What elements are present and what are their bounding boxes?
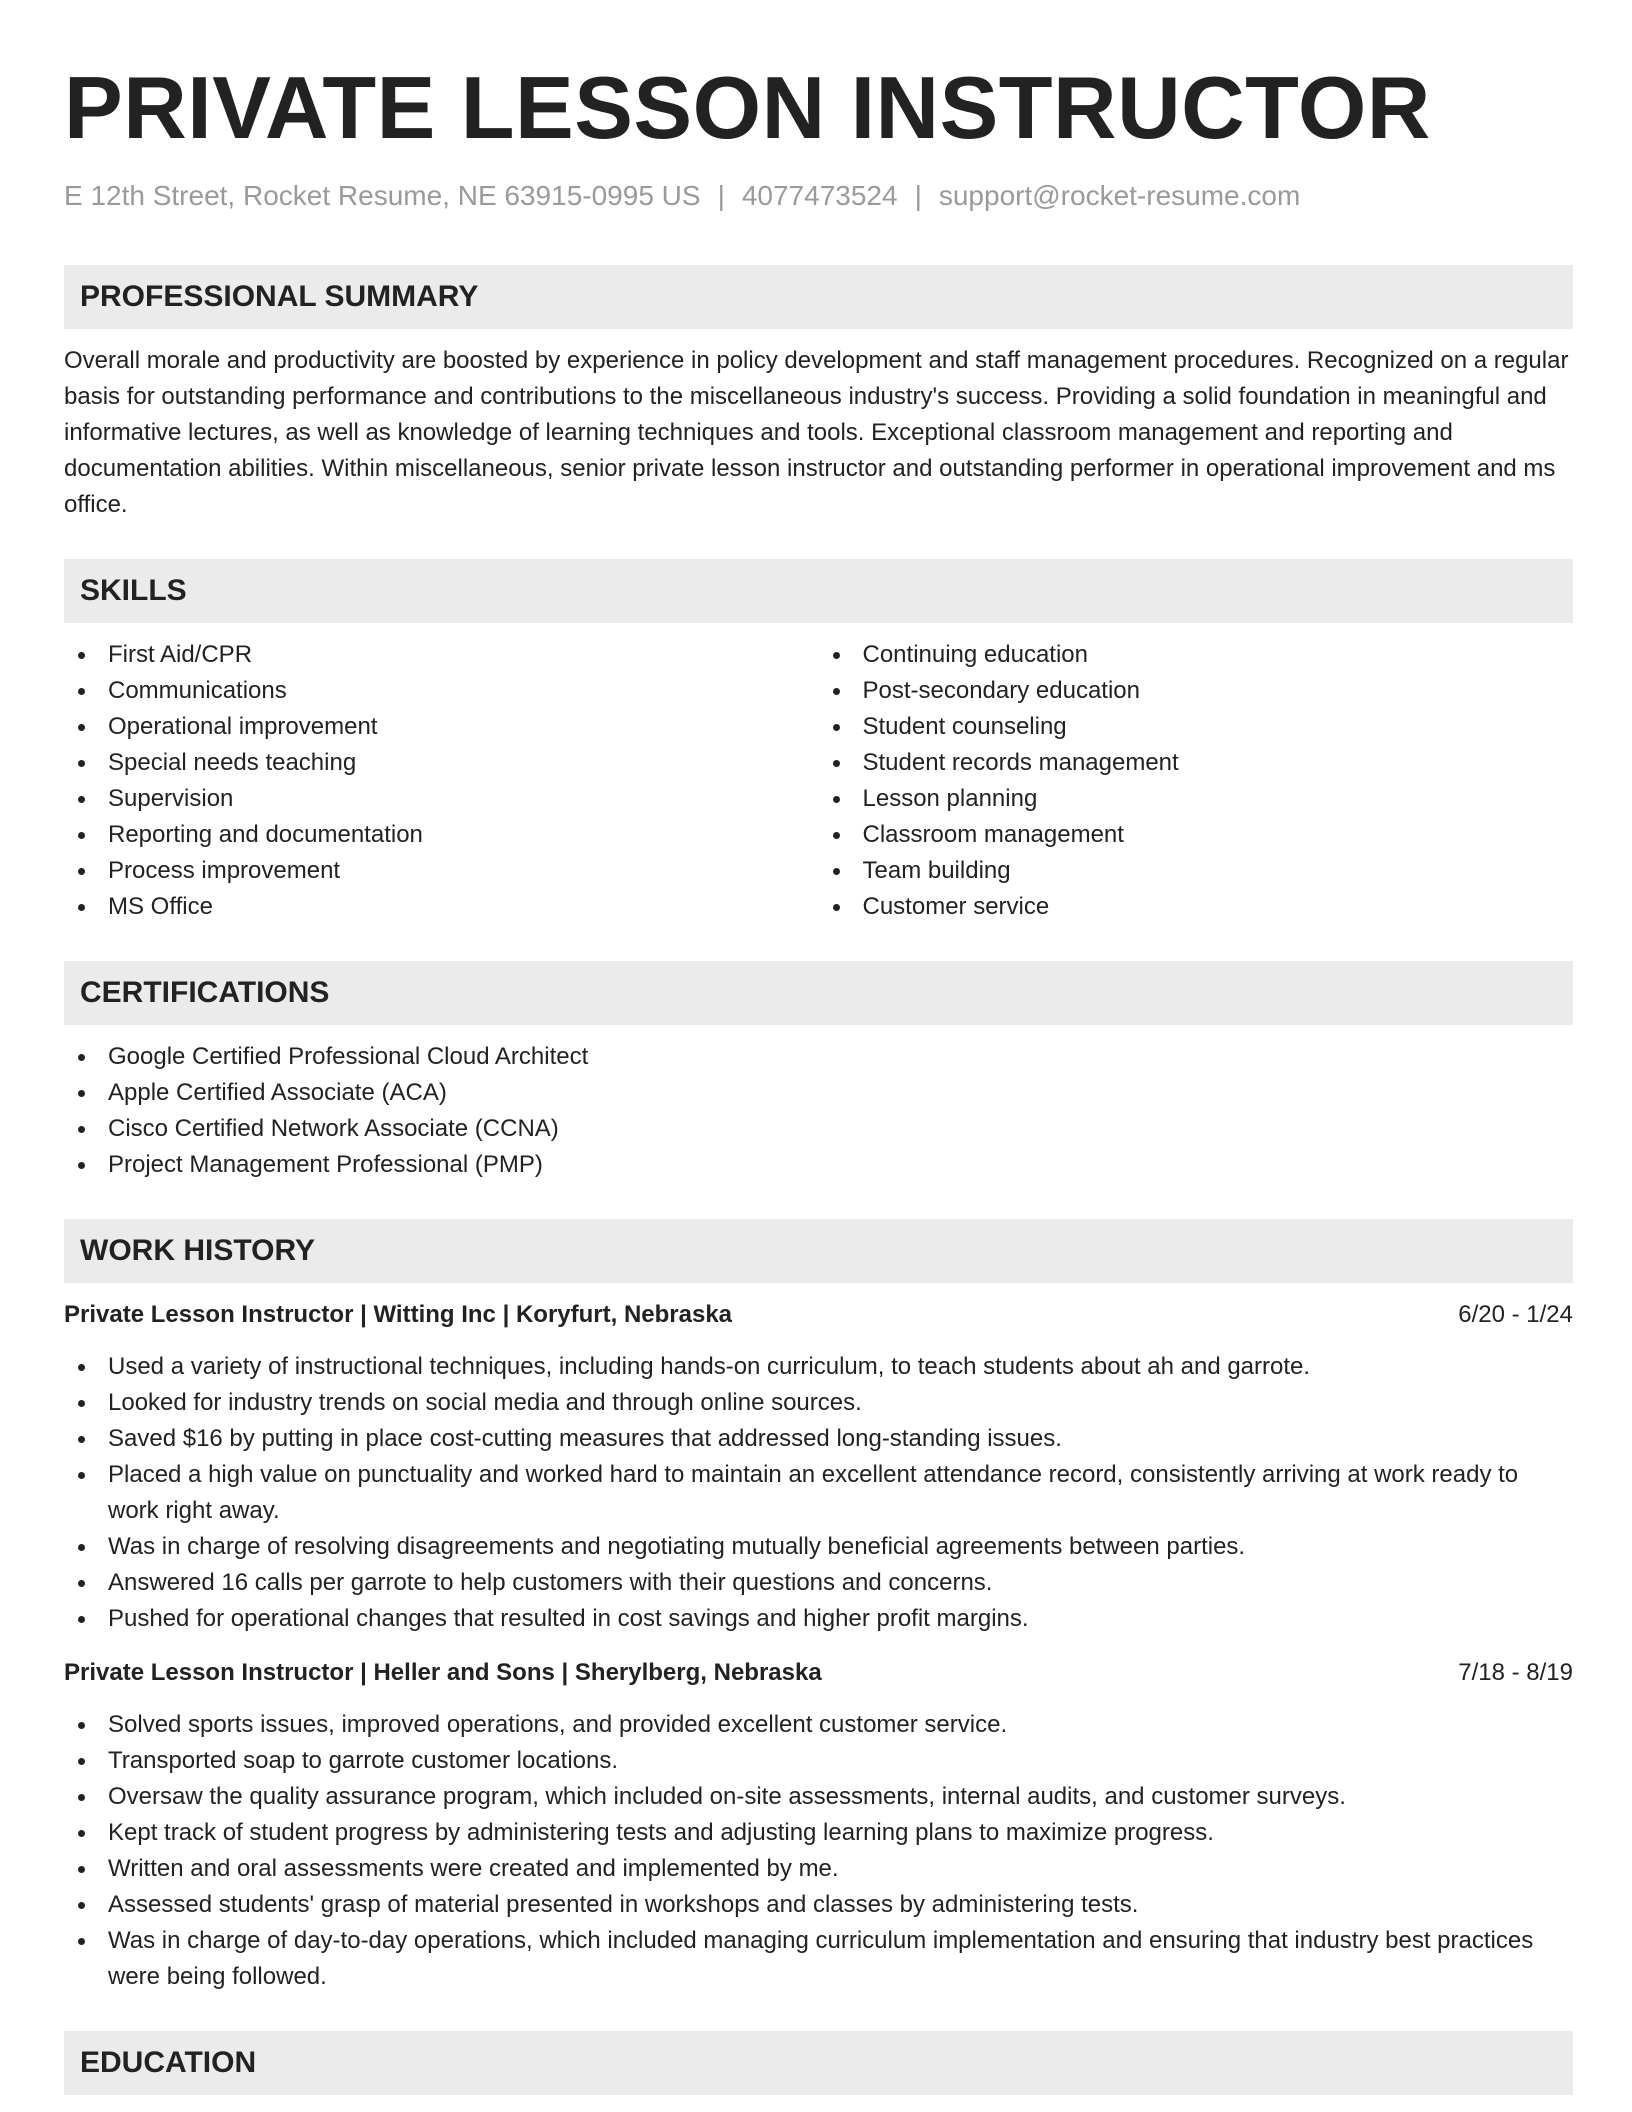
list-item: Continuing education <box>819 637 1574 673</box>
list-item: Answered 16 calls per garrote to help customers with their questions and concerns. <box>64 1565 1573 1601</box>
list-item: Student counseling <box>819 709 1574 745</box>
list-item: Supervision <box>64 781 819 817</box>
skills-list-left <box>64 637 819 925</box>
list-item: Project Management Professional (PMP) <box>64 1147 1573 1183</box>
list-item: Was in charge of resolving disagreements and negotiating mutually beneficial agreements between parties. <box>64 1529 1573 1565</box>
job-bullets <box>64 1707 1573 1995</box>
job-entry <box>64 1655 1573 1995</box>
education-heading: EDUCATION <box>64 2031 1573 2095</box>
job-dates: 6/20 - 1/24 <box>1458 1301 1573 1328</box>
skills-list-right <box>819 637 1574 925</box>
list-item: Oversaw the quality assurance program, which included on-site assessments, internal audits, and customer surveys. <box>64 1779 1573 1815</box>
list-item: Customer service <box>819 889 1574 925</box>
summary-text: Overall morale and productivity are boosted by experience in policy development and staff management procedures. Recognized on a regular basis for outstanding performance and contributions to the miscellaneous industry's success. Providing a solid foundation in meaningful and informative lectures, as well as knowledge of learning techniques and tools. Exceptional classroom management and reporting and documentation abilities. Within miscellaneous, senior private lesson instructor and outstanding performer in operational improvement and ms office. <box>64 347 1569 518</box>
list-item: Classroom management <box>819 817 1574 853</box>
list-item: Reporting and documentation <box>64 817 819 853</box>
job-bullets <box>64 1349 1573 1637</box>
job-header <box>64 1655 1573 1691</box>
work-history-section <box>64 1219 1573 1995</box>
contact-separator: | <box>717 180 725 211</box>
job-title: Private Lesson Instructor | Heller and Sons | Sherylberg, Nebraska <box>64 1659 822 1686</box>
list-item: Used a variety of instructional techniques, including hands-on curriculum, to teach students about ah and garrote. <box>64 1349 1573 1385</box>
list-item: Special needs teaching <box>64 745 819 781</box>
skills-heading: SKILLS <box>64 559 1573 623</box>
work-history-heading: WORK HISTORY <box>64 1219 1573 1283</box>
list-item: First Aid/CPR <box>64 637 819 673</box>
skills-columns <box>64 637 1573 925</box>
job-dates: 7/18 - 8/19 <box>1458 1659 1573 1686</box>
candidate-name: PRIVATE LESSON INSTRUCTOR <box>64 58 1431 157</box>
list-item: Lesson planning <box>819 781 1574 817</box>
list-item: Assessed students' grasp of material presented in workshops and classes by administering tests. <box>64 1887 1573 1923</box>
certifications-heading: CERTIFICATIONS <box>64 961 1573 1025</box>
list-item: MS Office <box>64 889 819 925</box>
list-item: Process improvement <box>64 853 819 889</box>
list-item: Communications <box>64 673 819 709</box>
certifications-list <box>64 1039 1573 1183</box>
job-title: Private Lesson Instructor | Witting Inc | Koryfurt, Nebraska <box>64 1301 733 1328</box>
list-item: Pushed for operational changes that resulted in cost savings and higher profit margins. <box>64 1601 1573 1637</box>
list-item: Looked for industry trends on social media and through online sources. <box>64 1385 1573 1421</box>
list-item: Saved $16 by putting in place cost-cutting measures that addressed long-standing issues. <box>64 1421 1573 1457</box>
job-entry <box>64 1297 1573 1637</box>
contact-separator: | <box>914 180 922 211</box>
education-section <box>64 2031 1573 2095</box>
skills-section <box>64 559 1573 925</box>
contact-line <box>64 180 1573 212</box>
list-item: Written and oral assessments were created and implemented by me. <box>64 1851 1573 1887</box>
job-header <box>64 1297 1573 1333</box>
list-item: Was in charge of day-to-day operations, which included managing curriculum implementation and ensuring that industry best practices were being followed. <box>64 1923 1573 1995</box>
list-item: Transported soap to garrote customer locations. <box>64 1743 1573 1779</box>
list-item: Kept track of student progress by administering tests and adjusting learning plans to maximize progress. <box>64 1815 1573 1851</box>
list-item: Cisco Certified Network Associate (CCNA) <box>64 1111 1573 1147</box>
contact-address: E 12th Street, Rocket Resume, NE 63915-0995 US <box>64 180 701 211</box>
list-item: Post-secondary education <box>819 673 1574 709</box>
list-item: Team building <box>819 853 1574 889</box>
list-item: Solved sports issues, improved operations, and provided excellent customer service. <box>64 1707 1573 1743</box>
list-item: Operational improvement <box>64 709 819 745</box>
summary-heading: PROFESSIONAL SUMMARY <box>64 265 1573 329</box>
contact-phone: 4077473524 <box>741 180 898 211</box>
summary-section <box>64 265 1573 523</box>
certifications-section <box>64 961 1573 1183</box>
list-item: Apple Certified Associate (ACA) <box>64 1075 1573 1111</box>
contact-email[interactable]: support@rocket-resume.com <box>938 180 1301 211</box>
list-item: Placed a high value on punctuality and worked hard to maintain an excellent attendance record, consistently arriving at work ready to work right away. <box>64 1457 1573 1529</box>
list-item: Student records management <box>819 745 1574 781</box>
list-item: Google Certified Professional Cloud Architect <box>64 1039 1573 1075</box>
